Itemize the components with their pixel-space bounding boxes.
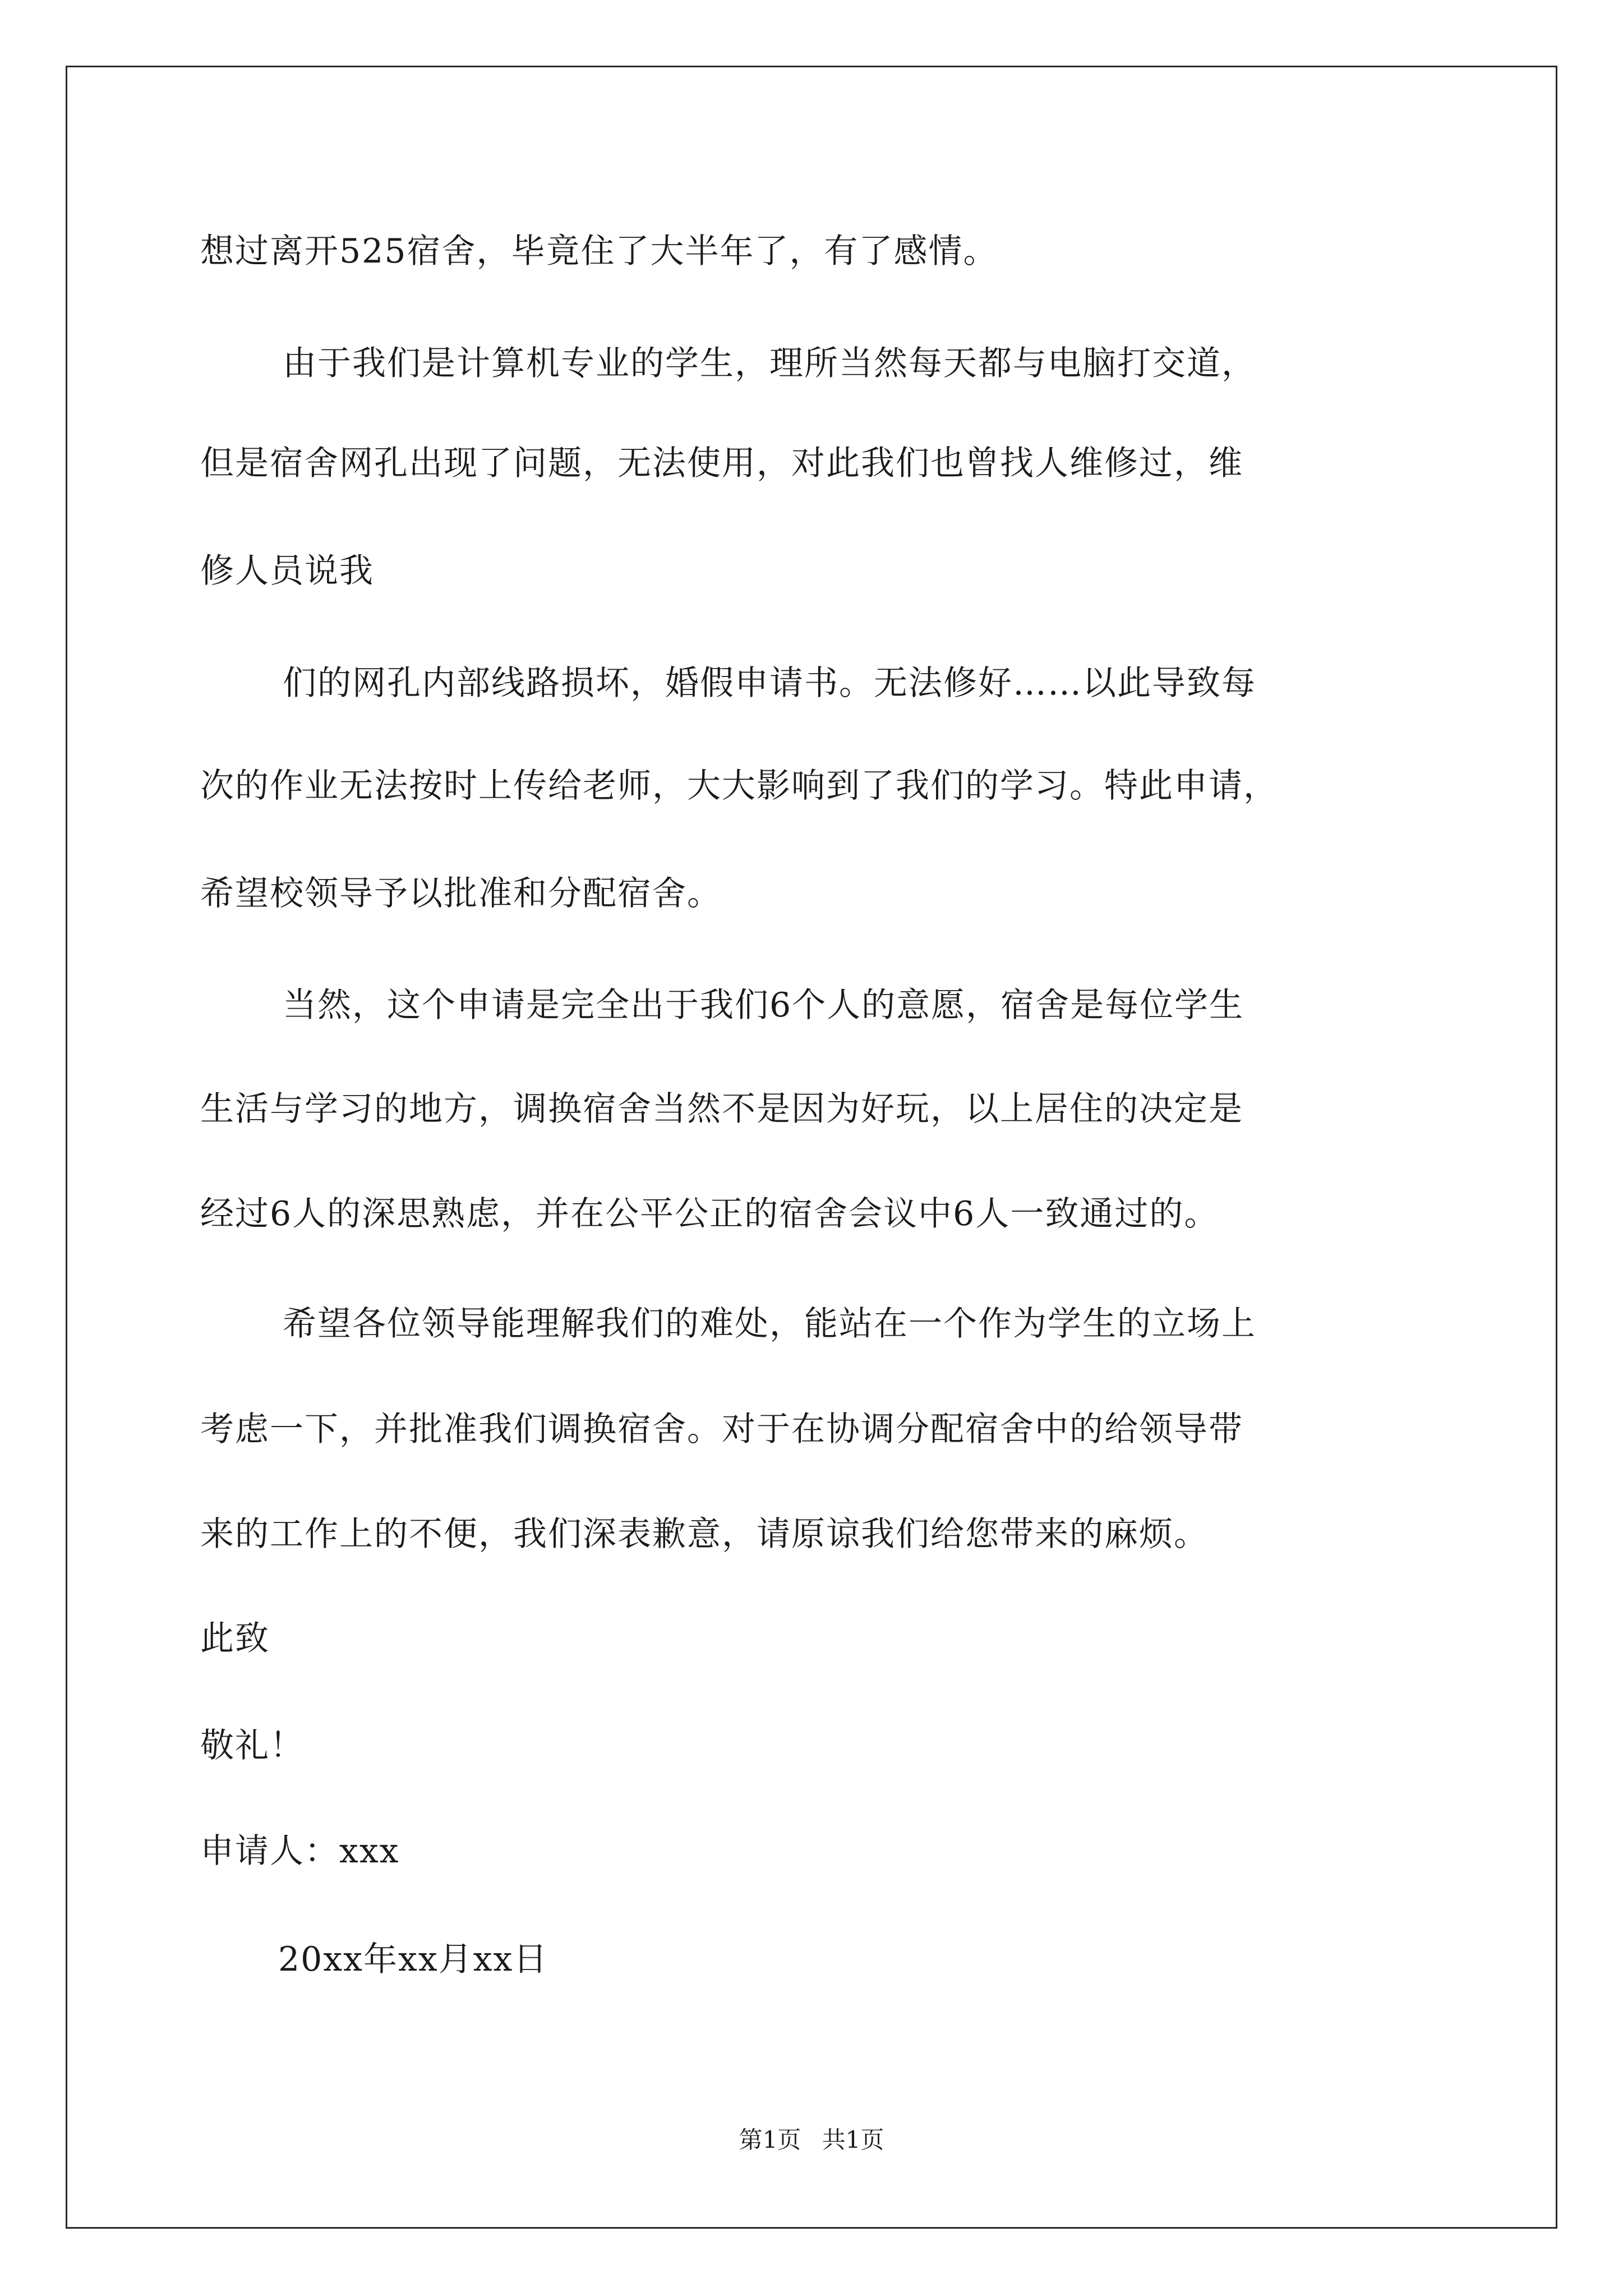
date-line: 20xx年xx月xx日 (278, 1940, 548, 1979)
closing-salutation: 此致 (200, 1619, 270, 1658)
body-line: 希望各位领导能理解我们的难处，能站在一个作为学生的立场上 (283, 1304, 1256, 1343)
body-line: 次的作业无法按时上传给老师，大大影响到了我们的学习。特此申请， (200, 766, 1278, 806)
body-line: 由于我们是计算机专业的学生，理所当然每天都与电脑打交道， (283, 344, 1256, 383)
page-total: 共1页 (822, 2126, 884, 2154)
body-line: 经过6人的深思熟虑，并在公平公正的宿舍会议中6人一致通过的。 (200, 1194, 1219, 1234)
body-line: 当然，这个申请是完全出于我们6个人的意愿，宿舍是每位学生 (283, 986, 1244, 1025)
body-line: 来的工作上的不便，我们深表歉意，请原谅我们给您带来的麻烦。 (200, 1515, 1209, 1554)
body-line: 想过离开525宿舍，毕竟住了大半年了，有了感情。 (200, 232, 998, 271)
closing-respect: 敬礼！ (200, 1726, 305, 1765)
body-line: 生活与学习的地方，调换宿舍当然不是因为好玩，以上居住的决定是 (200, 1089, 1243, 1129)
body-line: 希望校领导予以批准和分配宿舍。 (200, 874, 722, 913)
page-number: 第1页 (739, 2126, 801, 2154)
body-line: 们的网孔内部线路损坏，婚假申请书。无法修好……以此导致每 (283, 664, 1256, 703)
applicant-line: 申请人：xxx (200, 1832, 400, 1871)
body-line: 修人员说我 (200, 551, 374, 591)
page-border (66, 66, 1557, 2229)
page-footer (0, 2124, 1623, 2156)
body-line: 考虑一下，并批准我们调换宿舍。对于在协调分配宿舍中的给领导带 (200, 1410, 1243, 1449)
body-line: 但是宿舍网孔出现了问题，无法使用，对此我们也曾找人维修过，维 (200, 444, 1243, 483)
